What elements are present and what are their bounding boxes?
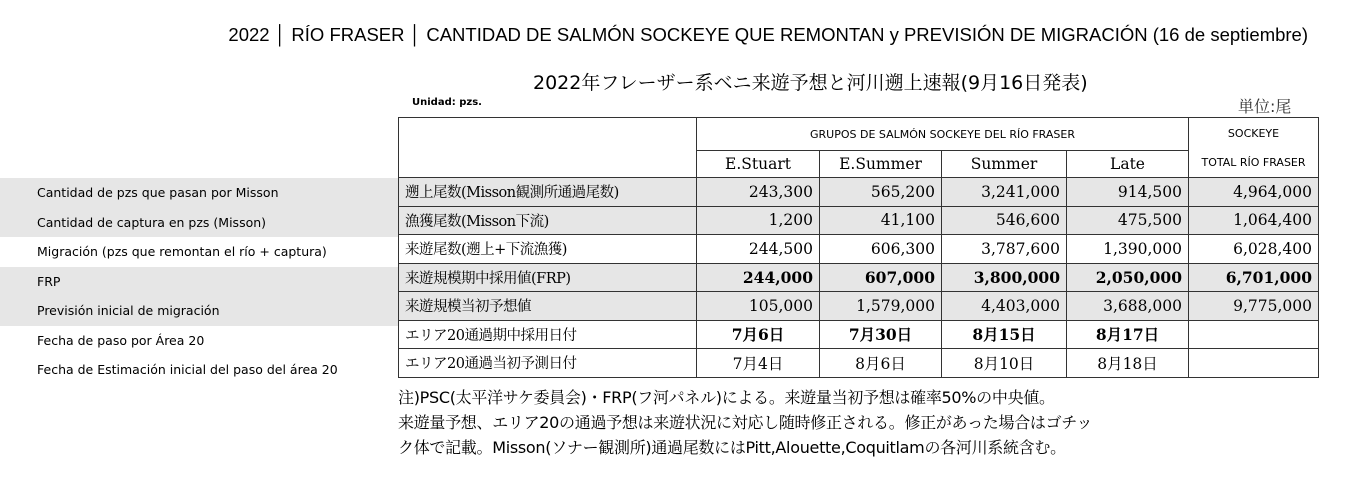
- cell-summer: 8月10日: [942, 349, 1067, 378]
- cell-total: 9,775,000: [1189, 292, 1319, 321]
- cell-total: 4,964,000: [1189, 178, 1319, 207]
- spanish-row-labels: [0, 0, 398, 492]
- row-label-migration: Migración (pzs que remontan el río + captura): [37, 244, 327, 260]
- cell-e-stuart: 243,300: [697, 178, 820, 207]
- cell-total: 1,064,400: [1189, 206, 1319, 235]
- cell-late: 2,050,000: [1067, 263, 1189, 292]
- row-label-area20-date: Fecha de paso por Área 20: [37, 332, 205, 348]
- cell-late: 8月17日: [1067, 320, 1189, 349]
- group-header: GRUPOS DE SALMÓN SOCKEYE DEL RÍO FRASER: [697, 118, 1189, 151]
- row-jp-label: エリア20通過当初予測日付: [399, 349, 697, 378]
- total-header-line1: SOCKEYE: [1227, 126, 1280, 140]
- cell-summer: 3,800,000: [942, 263, 1067, 292]
- row-jp-label: 来遊規模当初予想値: [399, 292, 697, 321]
- data-table: [398, 117, 1319, 378]
- cell-e-stuart: 244,000: [697, 263, 820, 292]
- cell-summer: 8月15日: [942, 320, 1067, 349]
- cell-summer: 546,600: [942, 206, 1067, 235]
- footnote-line-3: ク体で記載。Misson(ソナー観測所)通過尾数にはPitt,Alouette,Coquitlamの各河川系統含む。: [398, 438, 1066, 457]
- column-header-e-stuart: E.Stuart: [697, 151, 820, 178]
- row-label-misson-passage: Cantidad de pzs que pasan por Misson: [0, 178, 398, 208]
- cell-e-summer: 7月30日: [820, 320, 942, 349]
- row-jp-label: エリア20通過期中採用日付: [399, 320, 697, 349]
- page-title: 2022 │ RÍO FRASER │ CANTIDAD DE SALMÓN SOCKEYE QUE REMONTAN y PREVISIÓN DE MIGRACIÓN (16 de septiembre): [228, 24, 1308, 45]
- unit-label-japanese: 単位:尾: [1238, 97, 1292, 116]
- data-table-container: [398, 117, 1319, 378]
- cell-e-summer: 565,200: [820, 178, 942, 207]
- cell-e-stuart: 1,200: [697, 206, 820, 235]
- cell-late: 914,500: [1067, 178, 1189, 207]
- header-empty-cell: [399, 118, 697, 178]
- cell-total: 6,028,400: [1189, 235, 1319, 264]
- row-label-catch: Cantidad de captura en pzs (Misson): [0, 208, 398, 238]
- row-jp-label: 遡上尾数(Misson観測所通過尾数): [399, 178, 697, 207]
- cell-e-summer: 8月6日: [820, 349, 942, 378]
- unit-label-spanish: Unidad: pzs.: [412, 97, 482, 108]
- row-jp-label: 来遊規模期中採用値(FRP): [399, 263, 697, 292]
- column-header-e-summer: E.Summer: [820, 151, 942, 178]
- row-label-frp: FRP: [0, 267, 398, 297]
- cell-summer: 3,787,600: [942, 235, 1067, 264]
- row-jp-label: 漁獲尾数(Misson下流): [399, 206, 697, 235]
- cell-e-stuart: 7月4日: [697, 349, 820, 378]
- cell-e-summer: 41,100: [820, 206, 942, 235]
- table-row: [399, 320, 1319, 349]
- cell-total: [1189, 349, 1319, 378]
- cell-summer: 3,241,000: [942, 178, 1067, 207]
- table-row: [399, 206, 1319, 235]
- row-label-area20-initial-date: Fecha de Estimación inicial del paso del área 20: [37, 362, 338, 378]
- cell-total: [1189, 320, 1319, 349]
- table-row: [399, 235, 1319, 264]
- cell-e-stuart: 7月6日: [697, 320, 820, 349]
- cell-e-stuart: 105,000: [697, 292, 820, 321]
- row-jp-label: 来遊尾数(遡上+下流漁獲): [399, 235, 697, 264]
- cell-late: 3,688,000: [1067, 292, 1189, 321]
- table-row: [399, 263, 1319, 292]
- cell-e-summer: 606,300: [820, 235, 942, 264]
- table-row: [399, 292, 1319, 321]
- footnote: [398, 385, 1328, 460]
- footnote-line-2: 来遊量予想、エリア20の通過予想は来遊状況に対応し随時修正される。修正があった場合はゴチッ: [398, 413, 1093, 432]
- cell-late: 1,390,000: [1067, 235, 1189, 264]
- total-header: [1189, 118, 1319, 178]
- cell-e-summer: 1,579,000: [820, 292, 942, 321]
- cell-e-summer: 607,000: [820, 263, 942, 292]
- column-header-late: Late: [1067, 151, 1189, 178]
- row-label-initial-forecast: Previsión inicial de migración: [0, 296, 398, 326]
- table-row: [399, 178, 1319, 207]
- total-header-line2: TOTAL RÍO FRASER: [1201, 155, 1306, 169]
- footnote-line-1: 注)PSC(太平洋サケ委員会)・FRP(フ河パネル)による。来遊量当初予想は確率50%の中央値。: [398, 388, 1055, 407]
- cell-late: 475,500: [1067, 206, 1189, 235]
- cell-e-stuart: 244,500: [697, 235, 820, 264]
- cell-summer: 4,403,000: [942, 292, 1067, 321]
- cell-total: 6,701,000: [1189, 263, 1319, 292]
- table-header-row: [399, 118, 1319, 151]
- table-row: [399, 349, 1319, 378]
- japanese-table-title: 2022年フレーザー系ベニ来遊予想と河川遡上速報(9月16日発表): [533, 72, 1088, 94]
- column-header-summer: Summer: [942, 151, 1067, 178]
- cell-late: 8月18日: [1067, 349, 1189, 378]
